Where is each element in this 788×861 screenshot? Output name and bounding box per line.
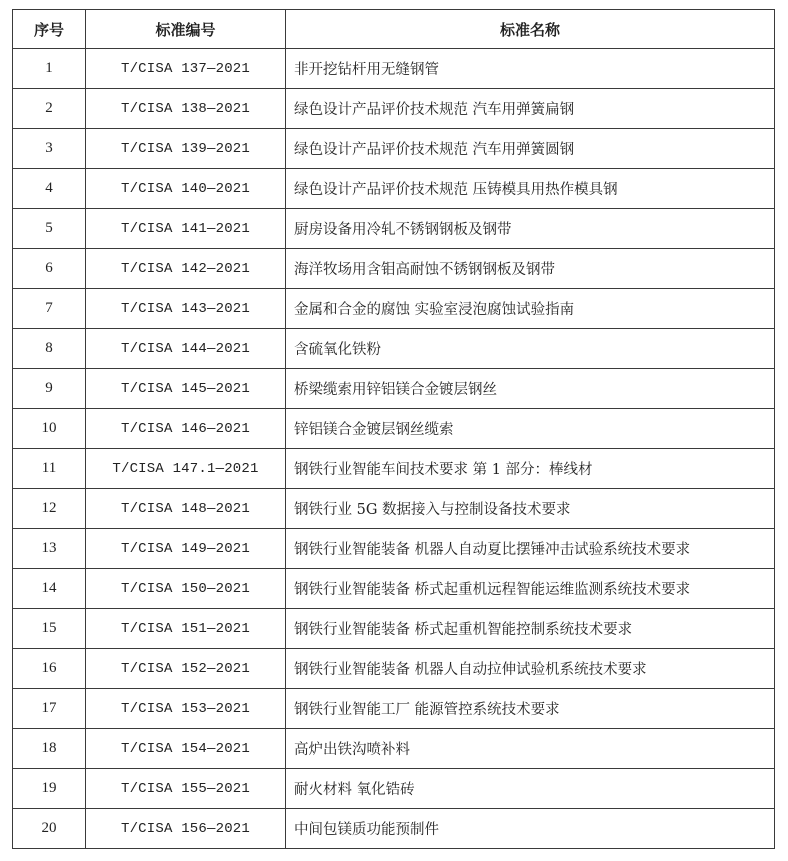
row-name-cell: 绿色设计产品评价技术规范 汽车用弹簧扁钢 [286, 89, 775, 129]
table-body [13, 49, 775, 849]
row-name-cell: 绿色设计产品评价技术规范 压铸模具用热作模具钢 [286, 169, 775, 209]
table-row [13, 89, 775, 129]
table-row [13, 729, 775, 769]
table-row [13, 49, 775, 89]
row-index-cell: 1 [13, 49, 86, 89]
row-index-cell: 9 [13, 369, 86, 409]
row-name-cell: 耐火材料 氧化锆砖 [286, 769, 775, 809]
row-index-cell: 14 [13, 569, 86, 609]
row-index-cell: 4 [13, 169, 86, 209]
table-row [13, 169, 775, 209]
table-row [13, 609, 775, 649]
row-index-cell: 12 [13, 489, 86, 529]
row-name-cell: 锌铝镁合金镀层钢丝缆索 [286, 409, 775, 449]
row-code-cell: T/CISA 140—2021 [86, 169, 286, 209]
row-code-cell: T/CISA 154—2021 [86, 729, 286, 769]
row-code-cell: T/CISA 149—2021 [86, 529, 286, 569]
row-index-cell: 15 [13, 609, 86, 649]
row-name-cell: 钢铁行业智能装备 桥式起重机远程智能运维监测系统技术要求 [286, 569, 775, 609]
table-row [13, 289, 775, 329]
row-name-cell: 钢铁行业 5G 数据接入与控制设备技术要求 [286, 489, 775, 529]
table-row [13, 689, 775, 729]
header-code: 标准编号 [86, 10, 286, 49]
row-index-cell: 5 [13, 209, 86, 249]
row-name-cell: 高炉出铁沟喷补料 [286, 729, 775, 769]
row-code-cell: T/CISA 156—2021 [86, 809, 286, 849]
row-index-cell: 6 [13, 249, 86, 289]
table-row [13, 769, 775, 809]
row-name-cell: 金属和合金的腐蚀 实验室浸泡腐蚀试验指南 [286, 289, 775, 329]
row-code-cell: T/CISA 139—2021 [86, 129, 286, 169]
row-index-cell: 7 [13, 289, 86, 329]
row-index-cell: 19 [13, 769, 86, 809]
row-name-cell: 非开挖钻杆用无缝钢管 [286, 49, 775, 89]
row-code-cell: T/CISA 137—2021 [86, 49, 286, 89]
row-index-cell: 11 [13, 449, 86, 489]
row-index-cell: 10 [13, 409, 86, 449]
row-name-cell: 含硫氧化铁粉 [286, 329, 775, 369]
row-index-cell: 3 [13, 129, 86, 169]
row-code-cell: T/CISA 155—2021 [86, 769, 286, 809]
header-index: 序号 [13, 10, 86, 49]
table-row [13, 369, 775, 409]
row-name-cell: 海洋牧场用含钼高耐蚀不锈钢钢板及钢带 [286, 249, 775, 289]
row-name-cell: 钢铁行业智能装备 机器人自动夏比摆锤冲击试验系统技术要求 [286, 529, 775, 569]
row-code-cell: T/CISA 147.1—2021 [86, 449, 286, 489]
row-index-cell: 16 [13, 649, 86, 689]
row-code-cell: T/CISA 142—2021 [86, 249, 286, 289]
standards-table [12, 9, 775, 849]
row-index-cell: 8 [13, 329, 86, 369]
row-code-cell: T/CISA 145—2021 [86, 369, 286, 409]
row-code-cell: T/CISA 138—2021 [86, 89, 286, 129]
row-name-cell: 钢铁行业智能工厂 能源管控系统技术要求 [286, 689, 775, 729]
row-name-cell: 厨房设备用冷轧不锈钢钢板及钢带 [286, 209, 775, 249]
table-row [13, 449, 775, 489]
row-index-cell: 13 [13, 529, 86, 569]
header-row [13, 10, 775, 49]
header-name: 标准名称 [286, 10, 775, 49]
row-name-cell: 桥梁缆索用锌铝镁合金镀层钢丝 [286, 369, 775, 409]
row-index-cell: 2 [13, 89, 86, 129]
row-name-cell: 绿色设计产品评价技术规范 汽车用弹簧圆钢 [286, 129, 775, 169]
table-row [13, 809, 775, 849]
row-index-cell: 18 [13, 729, 86, 769]
row-name-cell: 钢铁行业智能装备 机器人自动拉伸试验机系统技术要求 [286, 649, 775, 689]
row-name-cell: 钢铁行业智能装备 桥式起重机智能控制系统技术要求 [286, 609, 775, 649]
table-row [13, 529, 775, 569]
table-row [13, 329, 775, 369]
table-row [13, 409, 775, 449]
table-row [13, 209, 775, 249]
row-name-cell: 中间包镁质功能预制件 [286, 809, 775, 849]
table-row [13, 569, 775, 609]
row-index-cell: 17 [13, 689, 86, 729]
table-row [13, 489, 775, 529]
row-code-cell: T/CISA 144—2021 [86, 329, 286, 369]
table-header [13, 10, 775, 49]
row-code-cell: T/CISA 146—2021 [86, 409, 286, 449]
table-row [13, 129, 775, 169]
table-row [13, 649, 775, 689]
standards-table-container [12, 9, 774, 849]
row-index-cell: 20 [13, 809, 86, 849]
row-code-cell: T/CISA 150—2021 [86, 569, 286, 609]
row-code-cell: T/CISA 151—2021 [86, 609, 286, 649]
row-name-cell: 钢铁行业智能车间技术要求 第 1 部分：棒线材 [286, 449, 775, 489]
row-code-cell: T/CISA 141—2021 [86, 209, 286, 249]
row-code-cell: T/CISA 153—2021 [86, 689, 286, 729]
row-code-cell: T/CISA 152—2021 [86, 649, 286, 689]
row-code-cell: T/CISA 143—2021 [86, 289, 286, 329]
row-code-cell: T/CISA 148—2021 [86, 489, 286, 529]
table-row [13, 249, 775, 289]
